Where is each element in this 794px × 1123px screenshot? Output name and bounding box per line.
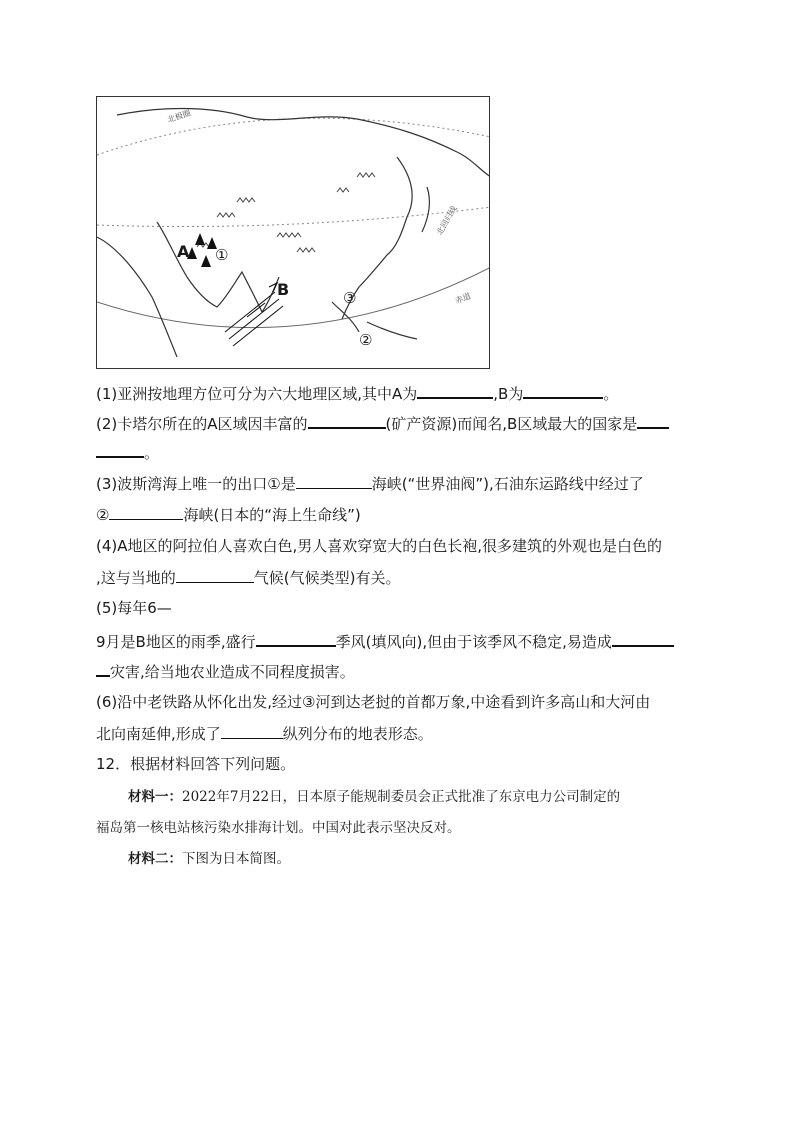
material2-label: 材料二： — [128, 851, 182, 867]
marker-1: ① — [215, 246, 229, 264]
q1-text-b: ,B为 — [493, 385, 524, 403]
south-coast — [157, 222, 279, 312]
islands — [332, 302, 417, 339]
arrow-head — [269, 283, 277, 292]
q5-text-c: 季风(填风向),但由于该季风不稳定,易造成 — [335, 633, 612, 651]
q5-text-a: (5)每年6— — [96, 599, 172, 617]
q1-text-a: (1)亚洲按地理方位可分为六大地理区域,其中A为 — [96, 385, 418, 403]
question-1 — [96, 381, 618, 405]
material1-text-a: 2022年7月22日，日本原子能规制委员会正式批准了东京电力公司制定的 — [182, 789, 621, 805]
q4-text-c: 气候(气候类型)有关。 — [253, 569, 401, 587]
q5-text-b: 9月是B地区的雨季,盛行 — [96, 633, 256, 651]
asia-map-figure — [96, 96, 490, 369]
monsoon-arrows — [225, 292, 283, 346]
q12-title: 12．根据材料回答下列问题。 — [96, 755, 296, 773]
equator-line — [97, 267, 490, 328]
q5-text-d: 灾害,给当地农业造成不同程度损害。 — [110, 663, 355, 681]
question-6-cont — [96, 722, 433, 745]
question-2-cont — [96, 440, 159, 464]
material-2 — [128, 848, 290, 870]
tropic-label: 北回归线 — [435, 204, 459, 237]
question-5-cont — [96, 629, 674, 653]
q2-blank-b[interactable] — [637, 411, 669, 429]
material1-label: 材料一： — [128, 789, 182, 805]
q3-text-d: 海峡(日本的“海上生命线”) — [183, 506, 361, 524]
q4-text-b: ,这与当地的 — [96, 569, 176, 587]
marker-2: ② — [359, 331, 373, 349]
equator-label: 赤道 — [453, 291, 473, 306]
question-4-cont — [96, 566, 401, 589]
question-4 — [96, 535, 662, 557]
q5-blank-b[interactable] — [612, 629, 674, 647]
question-5-cont2 — [96, 659, 355, 683]
arctic-circle-line — [97, 118, 490, 155]
q5-blank-b-cont[interactable] — [96, 659, 110, 677]
material-1-cont — [96, 817, 461, 839]
q2-text-a: (2)卡塔尔所在的A区域因丰富的 — [96, 415, 308, 433]
question-12-title — [96, 753, 295, 775]
q1-text-c: 。 — [603, 385, 619, 403]
q3-text-a: (3)波斯湾海上唯一的出口①是 — [96, 475, 296, 493]
asia-map-svg — [97, 97, 490, 369]
question-6 — [96, 691, 650, 713]
q3-blank-a[interactable] — [296, 472, 372, 489]
q3-text-c: ② — [96, 506, 110, 524]
material2-text: 下图为日本简图。 — [182, 851, 290, 867]
q6-text-b: 北向南延伸,形成了 — [96, 725, 221, 743]
question-3-cont — [96, 503, 361, 526]
question-3 — [96, 472, 644, 495]
q6-text-a: (6)沿中老铁路从怀化出发,经过③河到达老挝的首都万象,中途看到许多高山和大河由 — [96, 693, 651, 711]
q1-blank-b[interactable] — [523, 381, 603, 399]
label-b: B — [277, 280, 290, 299]
q1-blank-a[interactable] — [417, 381, 493, 399]
q2-text-b: (矿产资源)而闻名,B区域最大的国家是 — [385, 415, 638, 433]
q5-blank-a[interactable] — [256, 629, 336, 647]
question-2 — [96, 411, 669, 435]
q3-text-b: 海峡(“世界油阀”),石油东运路线中经过了 — [371, 475, 644, 493]
q2-blank-a[interactable] — [308, 411, 386, 429]
q3-blank-b[interactable] — [109, 503, 183, 520]
oil-markers — [187, 233, 217, 267]
question-5 — [96, 597, 172, 619]
label-a: A — [177, 242, 190, 261]
material1-text-b: 福岛第一核电站核污染水排海计划。中国对此表示坚决反对。 — [96, 820, 461, 836]
mountain-symbols — [197, 173, 375, 252]
q6-blank[interactable] — [221, 722, 283, 739]
material-1 — [128, 786, 620, 808]
arctic-circle-label: 北极圈 — [166, 108, 192, 125]
q4-blank[interactable] — [176, 566, 254, 583]
q2-blank-b-cont[interactable] — [96, 440, 144, 458]
q6-text-c: 纵列分布的地表形态。 — [282, 725, 433, 743]
q2-text-c: 。 — [144, 444, 160, 462]
africa-coast — [97, 237, 177, 357]
japan — [422, 187, 429, 232]
marker-3: ③ — [343, 289, 357, 307]
tropic-line — [97, 207, 490, 227]
q4-text-a: (4)A地区的阿拉伯人喜欢白色,男人喜欢穿宽大的白色长袍,很多建筑的外观也是白色的 — [96, 537, 663, 555]
